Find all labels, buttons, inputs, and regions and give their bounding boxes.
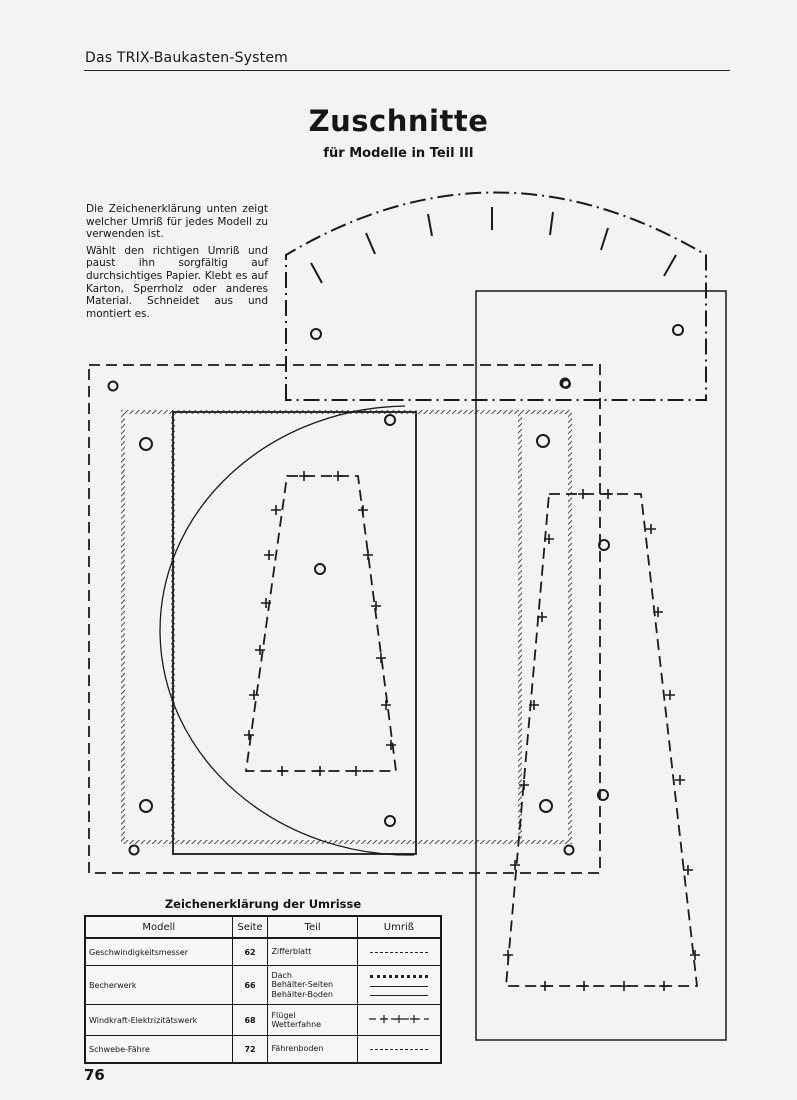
legend-teil-item: Wetterfahne (271, 1020, 322, 1029)
page-title: Zuschnitte (308, 104, 489, 138)
legend-title: Zeichenerklärung der Umrisse (164, 897, 362, 911)
legend-seite: 72 (232, 1036, 268, 1064)
page-number: 76 (84, 1066, 105, 1084)
legend-seite: 68 (232, 1005, 268, 1036)
wind-vane-template (476, 291, 726, 1040)
legend-teil-item: Zifferblatt (271, 947, 312, 957)
second-wing-cross-marks (503, 489, 700, 991)
legend-teil-item: Fährenboden (271, 1044, 324, 1054)
dial-template (286, 193, 706, 401)
legend-teil-item: Flügel (271, 1010, 296, 1020)
legend-header-row (85, 916, 441, 938)
legend-teil-item: Dach (271, 970, 292, 980)
intro-paragraph-1: Die Zeichenerklärung unten zeigt welcher Umriß für jedes Modell zu verwenden ist. (86, 203, 268, 241)
dial-holes (311, 325, 683, 339)
legend-teil-item: Behälter-Boden (271, 989, 333, 999)
legend-modell: Becherwerk (85, 966, 232, 1005)
intro-paragraph-2: Wählt den richtigen Umriß und paust ihn sorgfältig auf durchsichtiges Papier. Klebt es auf Karton, Sperrholz oder anderes Material. Schneidet aus und montiert es. (86, 244, 268, 320)
thin-solid-line-symbol (370, 986, 428, 987)
legend-teil (268, 938, 357, 966)
legend-modell: Geschwindigkeitsmesser (85, 938, 232, 966)
container-side-template (160, 406, 414, 855)
legend-row (85, 938, 441, 966)
second-wing-template (506, 494, 697, 986)
hatched-line-symbol (370, 975, 428, 978)
legend-teil (268, 1005, 357, 1036)
legend-modell: Windkraft-Elektrizitätswerk (85, 1005, 232, 1036)
legend-header-seite: Seite (232, 916, 268, 938)
solid-line-symbol (370, 995, 428, 996)
legend-umriss (357, 938, 441, 966)
legend-row (85, 1036, 441, 1064)
legend-umriss (357, 1005, 441, 1036)
ferry-floor-holes (109, 379, 574, 855)
container-floor-holes (385, 415, 395, 826)
legend-row (85, 966, 441, 1005)
legend-header-modell: Modell (85, 916, 232, 938)
legend-header-teil: Teil (268, 916, 357, 938)
dash-dot-line-symbol (370, 952, 428, 953)
dashed-line-symbol (370, 1049, 428, 1050)
container-floor-template (173, 412, 416, 854)
dial-tick-marks (311, 207, 676, 283)
running-head: Das TRIX-Baukasten-System (85, 50, 288, 66)
legend-teil-item: Behälter-Seiten (271, 980, 334, 990)
legend-umriss (357, 966, 441, 1005)
legend-teil (268, 966, 357, 1005)
legend-header-umriss: Umriß (357, 916, 441, 938)
legend-seite: 62 (232, 938, 268, 966)
dash-cross-line-symbol (368, 1014, 430, 1024)
page-subtitle: für Modelle in Teil III (323, 146, 474, 161)
legend-table (84, 915, 442, 1064)
legend-umriss (357, 1036, 441, 1064)
legend-modell: Schwebe-Fähre (85, 1036, 232, 1064)
ferry-floor-template (89, 365, 600, 873)
wing-template (246, 476, 396, 771)
legend-seite: 66 (232, 966, 268, 1005)
legend-row (85, 1005, 441, 1036)
legend-teil (268, 1036, 357, 1064)
wing-center-hole (315, 564, 325, 574)
